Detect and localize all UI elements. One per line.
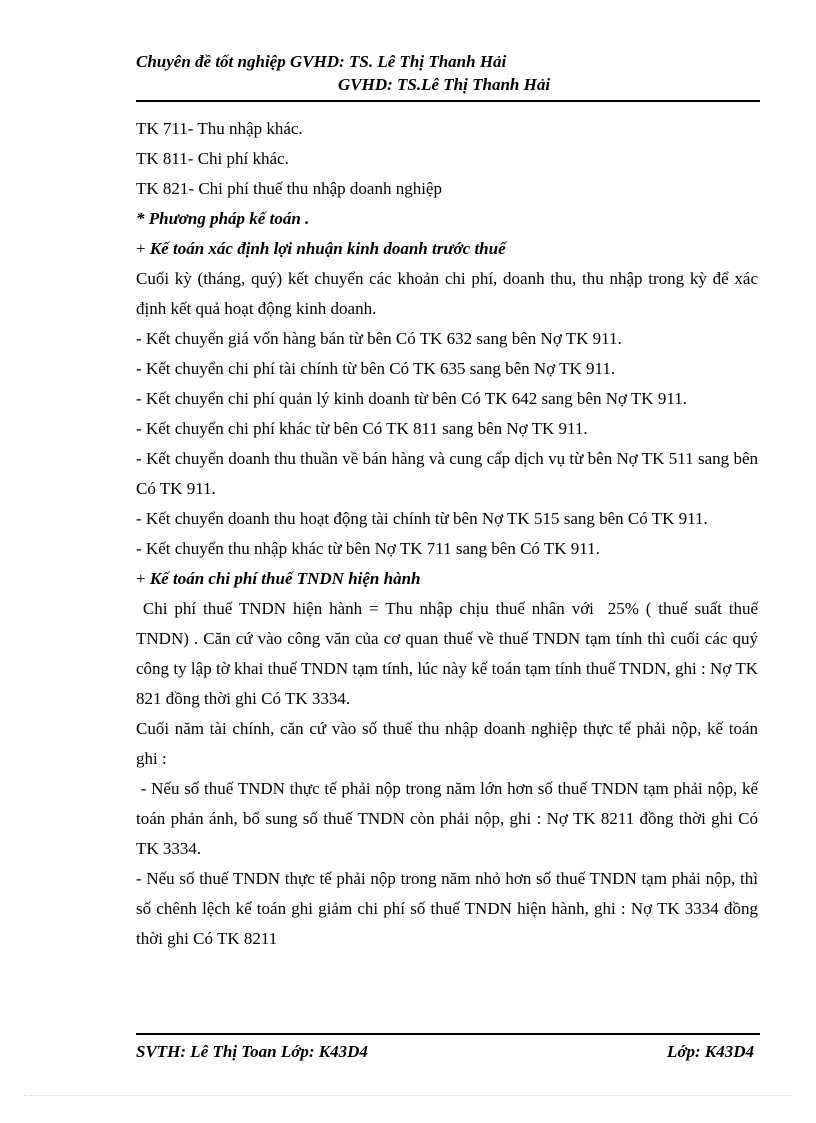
paragraph-transfer-635: - Kết chuyển chi phí tài chính từ bên Có TK 635 sang bên Nợ TK 911. [136, 359, 616, 378]
subheading-tax-prefix: + [136, 569, 150, 588]
page-bottom-edge [24, 1095, 792, 1096]
paragraph-transfer-515: - Kết chuyển doanh thu hoạt động tài chính từ bên Nợ TK 515 sang bên Có TK 911. [136, 509, 708, 528]
paragraph-tax-lower: - Nếu số thuế TNDN thực tế phải nộp trong năm nhỏ hơn số thuế TNDN tạm phải nộp, thì số chênh lệch kế toán ghi giảm chi phí số thuế TNDN hiện hành, ghi : Nợ TK 3334 đồng thời ghi Có TK 8211 [136, 869, 758, 948]
paragraph-transfer-642: - Kết chuyển chi phí quản lý kinh doanh từ bên Có TK 642 sang bên Nợ TK 911. [136, 389, 687, 408]
paragraph-tk811: TK 811- Chi phí khác. [136, 149, 289, 168]
paragraph-tk711: TK 711- Thu nhập khác. [136, 119, 303, 138]
paragraph-transfer-711: - Kết chuyển thu nhập khác từ bên Nợ TK 711 sang bên Có TK 911. [136, 539, 600, 558]
paragraph-tk821: TK 821- Chi phí thuế thu nhập doanh nghiệp [136, 179, 442, 198]
subheading-profit-prefix: + [136, 239, 150, 258]
document-body [136, 114, 763, 954]
paragraph-tax-expense: Chi phí thuế TNDN hiện hành = Thu nhập chịu thuế nhân với 25% ( thuế suất thuế TNDN) . Căn cứ vào công văn của cơ quan thuế về thuế TNDN tạm tính thì cuối các quý công ty lập tờ khai thuế TNDN tạm tính, lúc này kế toán tạm tính thuế TNDN, ghi : Nợ TK 821 đồng thời ghi Có TK 3334. [136, 599, 763, 708]
paragraph-transfer-811: - Kết chuyển chi phí khác từ bên Có TK 811 sang bên Nợ TK 911. [136, 419, 588, 438]
footer-student: SVTH: Lê Thị Toan Lớp: K43D4 [136, 1042, 368, 1061]
section-heading-method: * Phương pháp kế toán . [136, 209, 310, 228]
paragraph-period-end: Cuối kỳ (tháng, quý) kết chuyển các khoản chi phí, doanh thu, thu nhập trong kỳ để xác định kết quả hoạt động kinh doanh. [136, 269, 758, 318]
paragraph-transfer-511: - Kết chuyển doanh thu thuần về bán hàng và cung cấp dịch vụ từ bên Nợ TK 511 sang bên Có TK 911. [136, 449, 758, 498]
header-title: Chuyên đề tốt nghiệp GVHD: TS. Lê Thị Thanh Hải [136, 52, 507, 71]
paragraph-tax-higher: - Nếu số thuế TNDN thực tế phải nộp trong năm lớn hơn số thuế TNDN tạm phải nộp, kế toán phản ánh, bổ sung số thuế TNDN còn phải nộp, ghi : Nợ TK 8211 đồng thời ghi Có TK 3334. [136, 779, 763, 858]
subheading-tax [136, 564, 758, 594]
header-supervisor: GVHD: TS.Lê Thị Thanh Hải [338, 75, 551, 94]
subheading-profit-text: Kế toán xác định lợi nhuận kinh doanh trước thuế [149, 239, 506, 258]
paragraph-transfer-632: - Kết chuyển giá vốn hàng bán từ bên Có TK 632 sang bên Nợ TK 911. [136, 329, 622, 348]
footer-class: Lớp: K43D4 [666, 1042, 754, 1061]
subheading-tax-text: Kế toán chi phí thuế TNDN hiện hành [149, 569, 421, 588]
subheading-profit [136, 234, 758, 264]
page-header [136, 48, 760, 102]
page-footer [136, 1033, 760, 1065]
paragraph-year-end: Cuối năm tài chính, căn cứ vào số thuế thu nhập doanh nghiệp thực tế phải nộp, kế toán ghi : [136, 719, 758, 768]
